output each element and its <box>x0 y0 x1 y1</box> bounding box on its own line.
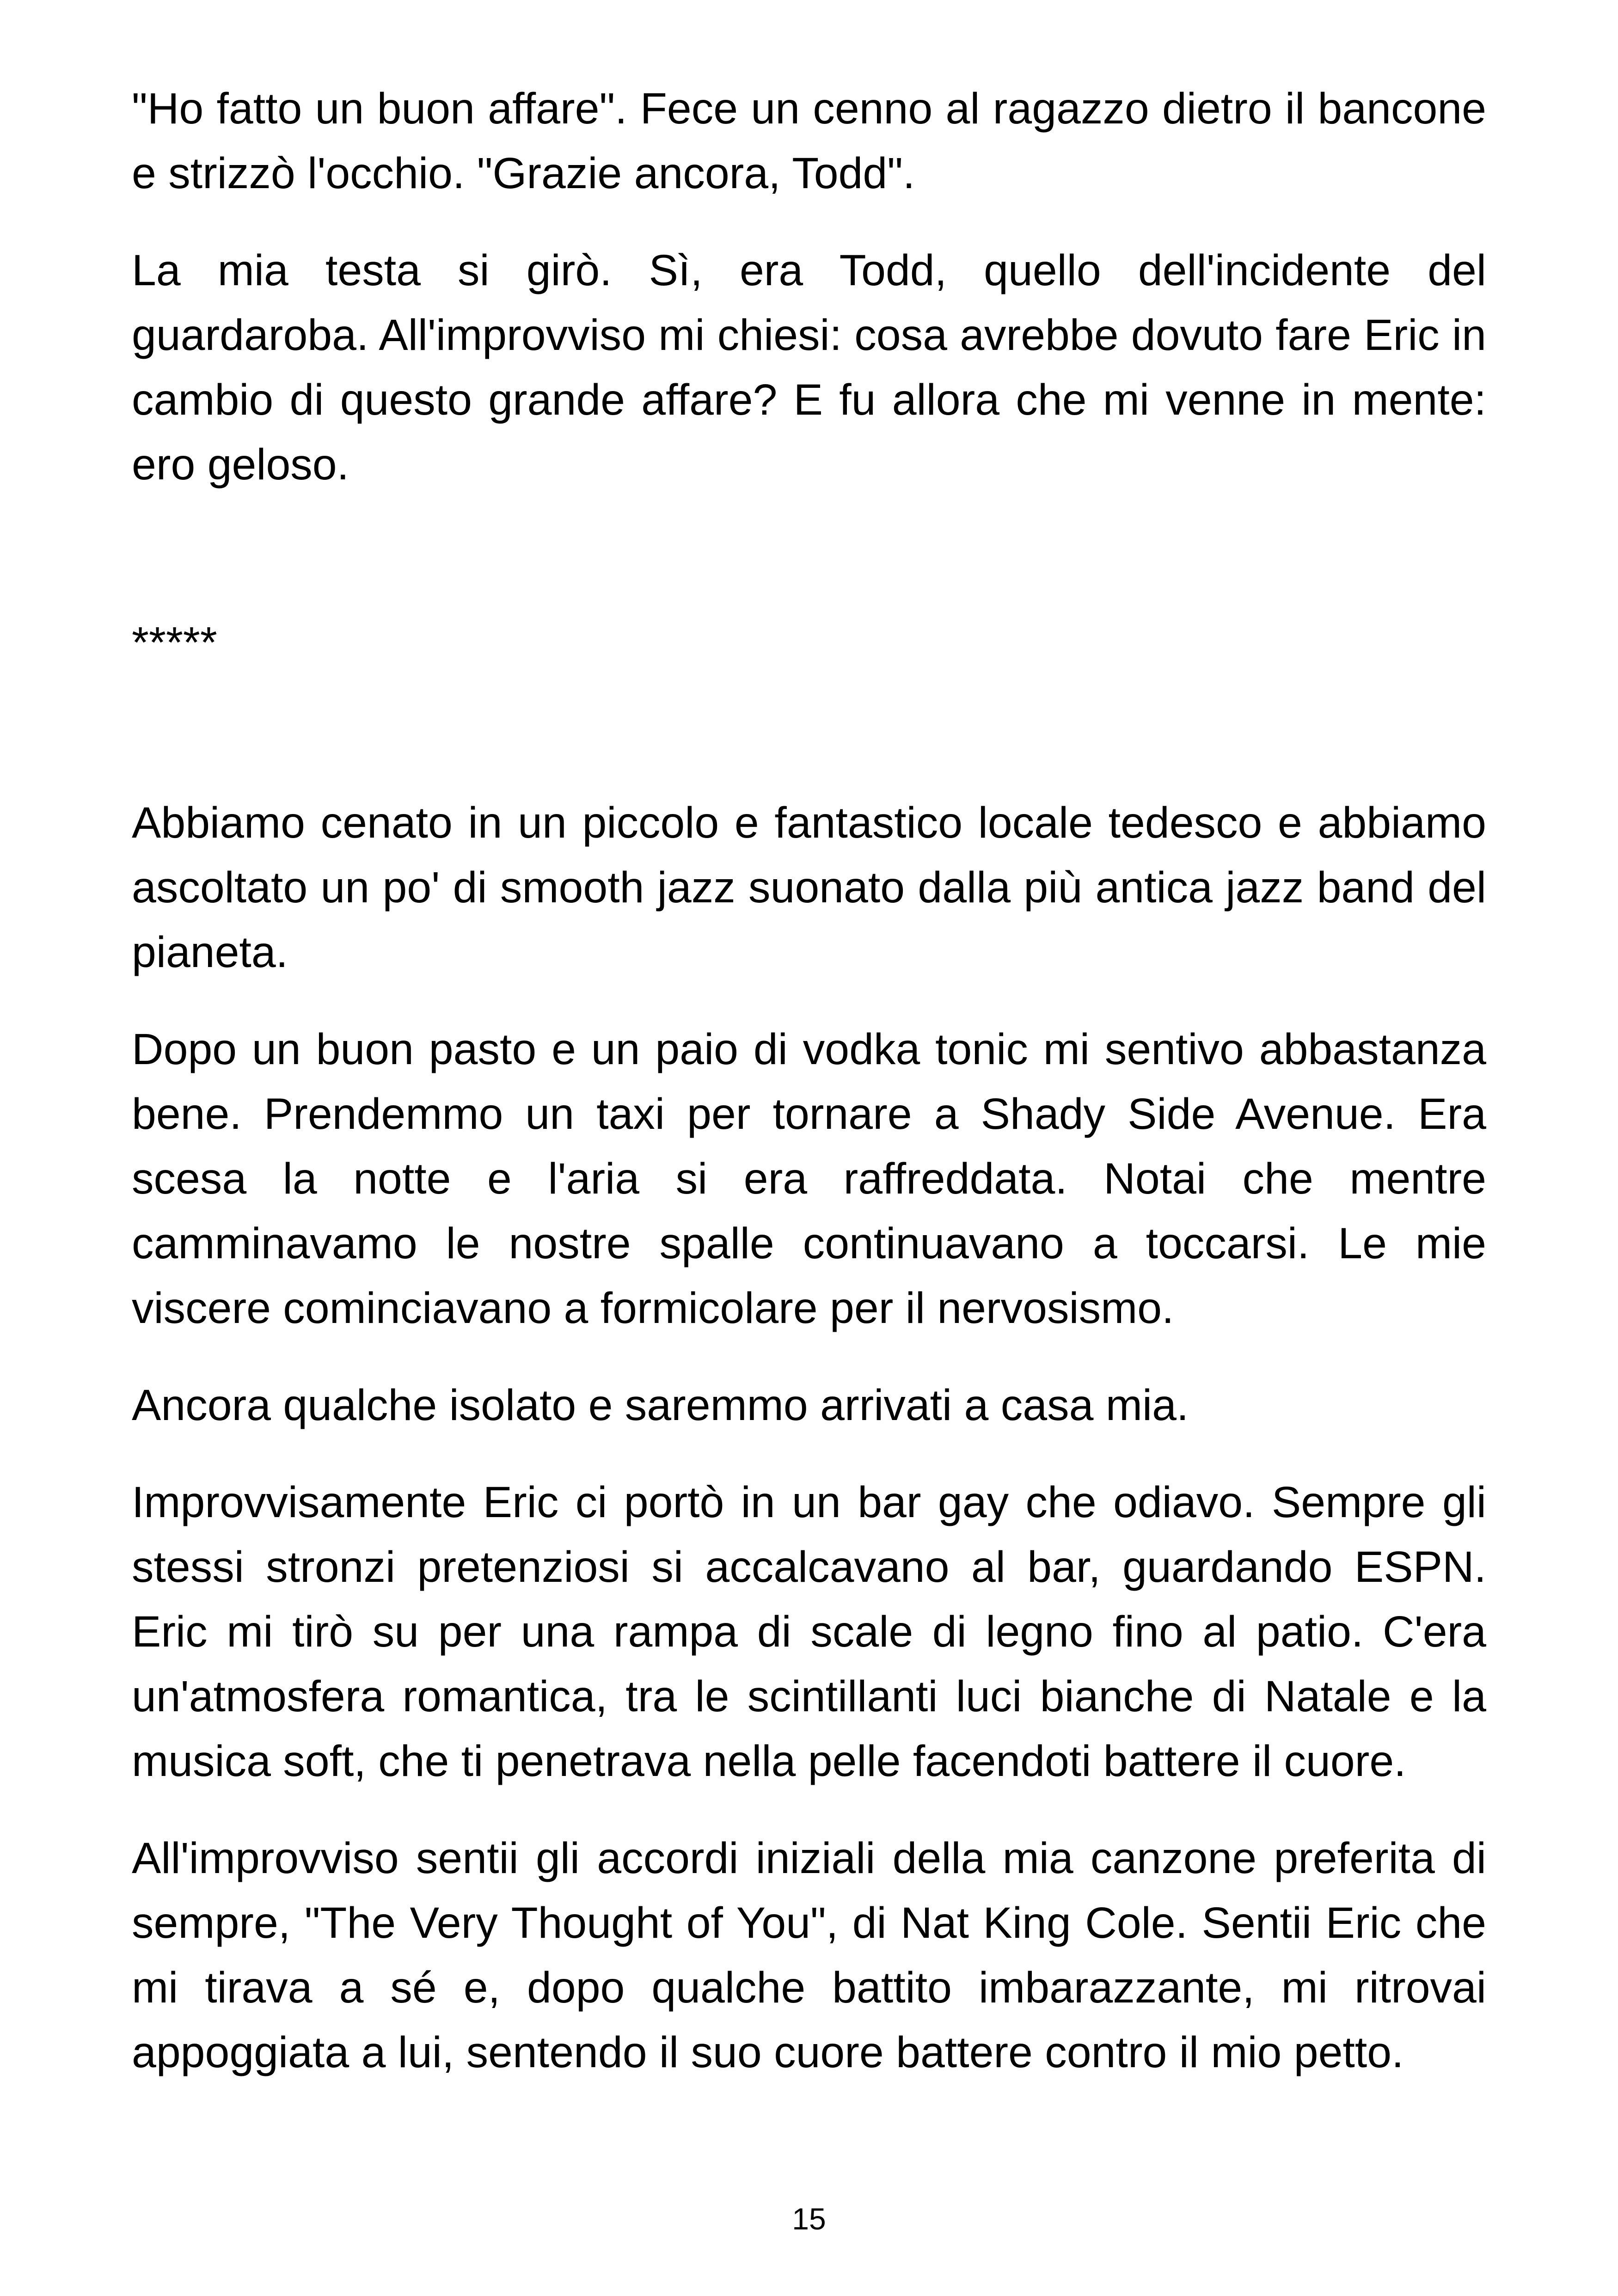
paragraph: All'improvviso sentii gli accordi iniziali della mia canzone preferita di sempre, "The Very Thought of You", di Nat King Cole. Sentii Eric che mi tirava a sé e, dopo qualche battito imbarazzante, mi ritrovai appoggiata a lui, sentendo il suo cuore battere contro il mio petto. <box>132 1834 1486 2077</box>
paragraph: Dopo un buon pasto e un paio di vodka tonic mi sentivo abbastanza bene. Prendemmo un taxi per tornare a Shady Side Avenue. Era scesa la notte e l'aria si era raffreddata. Notai che mentre camminavamo le nostre spalle continuavano a toccarsi. Le mie viscere cominciavano a formicolare per il nervosismo. <box>132 1025 1486 1333</box>
paragraph: "Ho fatto un buon affare". Fece un cenno al ragazzo dietro il bancone e strizzò l'occhio. "Grazie ancora, Todd". <box>132 84 1486 198</box>
paragraph: Ancora qualche isolato e saremmo arrivati a casa mia. <box>132 1381 1189 1430</box>
paragraph: Improvvisamente Eric ci portò in un bar gay che odiavo. Sempre gli stessi stronzi pretenziosi si accalcavano al bar, guardando ESPN. Eric mi tirò su per una rampa di scale di legno fino al patio. C'era un'atmosfera romantica, tra le scintillanti luci bianche di Natale e la musica soft, che ti penetrava nella pelle facendoti battere il cuore. <box>132 1478 1486 1786</box>
paragraph: La mia testa si girò. Sì, era Todd, quello dell'incidente del guardaroba. All'improvviso mi chiesi: cosa avrebbe dovuto fare Eric in cambio di questo grande affare? E fu allora che mi venne in mente: ero geloso. <box>132 246 1486 489</box>
page-number: 15 <box>792 2202 826 2236</box>
scene-separator: ***** <box>132 618 217 667</box>
page-body <box>132 76 1486 2085</box>
paragraph: Abbiamo cenato in un piccolo e fantastico locale tedesco e abbiamo ascoltato un po' di smooth jazz suonato dalla più antica jazz band del pianeta. <box>132 798 1486 977</box>
